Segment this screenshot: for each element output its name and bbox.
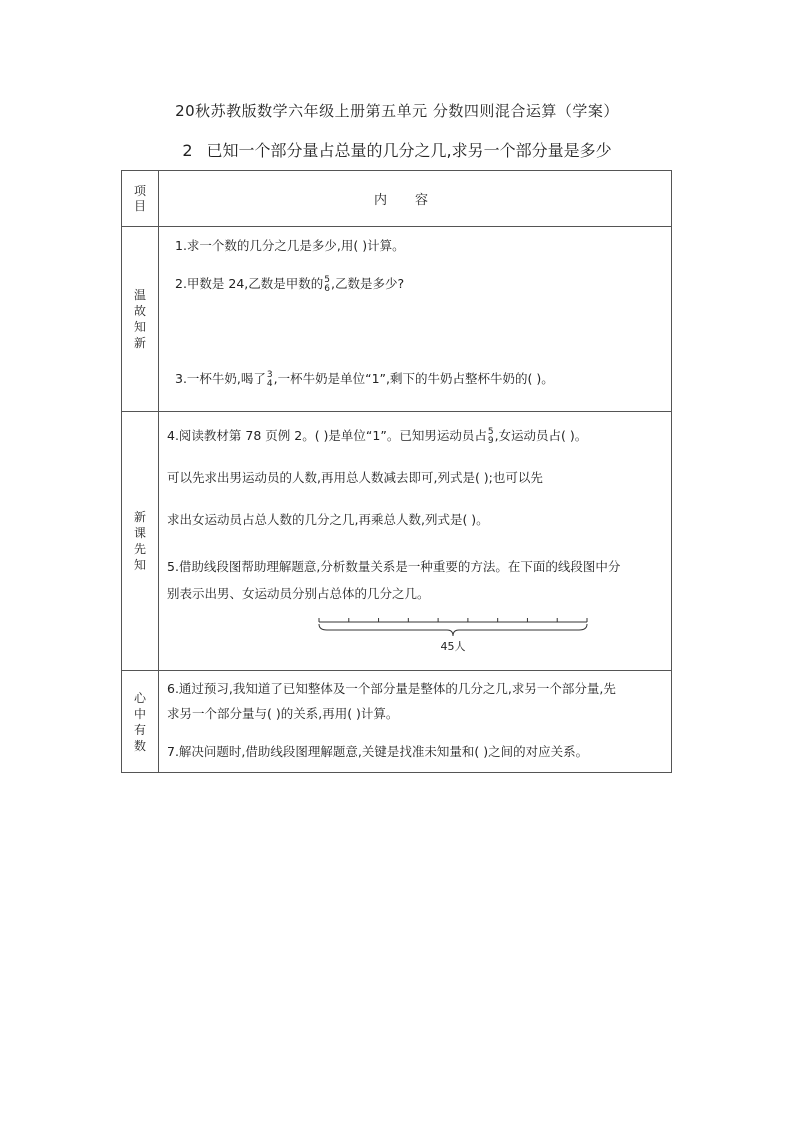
question-2-text-end: ,乙数是多少?: [331, 276, 405, 291]
question-4-text: 4.阅读教材第 78 页例 2。( )是单位“1”。已知男运动员占: [167, 428, 487, 443]
question-3-text-end: ,一杯牛奶是单位“1”,剩下的牛奶占整杯牛奶的( )。: [273, 371, 554, 386]
question-2: [175, 274, 404, 294]
fraction: [488, 428, 494, 446]
lesson-subtitle: [0, 138, 794, 161]
question-6-line-1: 6.通过预习,我知道了已知整体及一个部分量是整体的几分之几,求另一个部分量,先: [167, 681, 616, 696]
section-summary-row: [122, 671, 672, 773]
section-content-preview: [159, 412, 672, 671]
header-content-cell: 内容: [159, 171, 672, 227]
question-2-text: 2.甲数是 24,乙数是甲数的: [175, 276, 324, 291]
question-4-line-3: 求出女运动员占总人数的几分之几,再乘总人数,列式是( )。: [167, 512, 489, 527]
section-label-char: 心: [133, 690, 146, 705]
header-label-char: 目: [133, 198, 146, 213]
fraction: [267, 371, 273, 389]
lesson-number: 2: [182, 141, 193, 160]
section-label-char: 先: [133, 542, 146, 556]
segment-total-label: 45人: [440, 640, 466, 653]
segment-diagram: [317, 618, 589, 652]
section-label-char: 知: [133, 558, 146, 572]
question-5-line-1: 5.借助线段图帮助理解题意,分析数量关系是一种重要的方法。在下面的线段图中分: [167, 559, 621, 574]
section-label-summary: [122, 671, 159, 773]
question-1: 1.求一个数的几分之几是多少,用( )计算。: [175, 238, 405, 253]
document-title: 20秋苏教版数学六年级上册第五单元 分数四则混合运算（学案）: [175, 102, 619, 120]
fraction-numerator: 5: [324, 274, 331, 285]
fraction-numerator: 3: [266, 369, 273, 380]
question-4-text-end: ,女运动员占( )。: [494, 428, 588, 443]
section-label-char: 新: [133, 336, 146, 350]
question-3-text: 3.一杯牛奶,喝了: [175, 371, 266, 386]
section-preview-row: [122, 412, 672, 671]
section-label-char: 新: [133, 510, 146, 524]
header-label-char: 项: [133, 183, 146, 198]
section-content-review: [159, 227, 672, 412]
fraction-numerator: 5: [487, 426, 494, 437]
fraction-denominator: 6: [324, 283, 331, 294]
segment-line: [317, 618, 589, 640]
section-label-char: 故: [133, 304, 146, 318]
question-4-line-1: [167, 426, 587, 446]
section-label-preview: [122, 412, 159, 671]
lesson-subtitle-text: 已知一个部分量占总量的几分之几,求另一个部分量是多少: [206, 141, 612, 160]
section-label-char: 知: [133, 320, 146, 334]
section-label-char: 有: [133, 722, 146, 737]
section-label-review: [122, 227, 159, 412]
section-review-row: [122, 227, 672, 412]
segment-brace: [319, 624, 587, 636]
section-content-summary: [159, 671, 672, 773]
fraction-denominator: 9: [487, 435, 494, 446]
fraction: [324, 276, 330, 294]
worksheet-table: [121, 170, 672, 773]
question-3: [175, 369, 554, 389]
section-label-char: 温: [133, 288, 146, 302]
question-7: 7.解决问题时,借助线段图理解题意,关键是找准未知量和( )之间的对应关系。: [167, 744, 589, 759]
section-label-char: 数: [133, 738, 146, 753]
question-6-line-2: 求另一个部分量与( )的关系,再用( )计算。: [167, 706, 399, 721]
section-label-char: 课: [133, 526, 146, 540]
question-5-line-2: 别表示出男、女运动员分别占总体的几分之几。: [167, 586, 430, 601]
header-label-cell: [122, 171, 159, 227]
question-4-line-2: 可以先求出男运动员的人数,再用总人数减去即可,列式是( );也可以先: [167, 470, 543, 485]
table-header-row: [122, 171, 672, 227]
section-label-char: 中: [133, 706, 146, 721]
fraction-denominator: 4: [266, 378, 273, 389]
